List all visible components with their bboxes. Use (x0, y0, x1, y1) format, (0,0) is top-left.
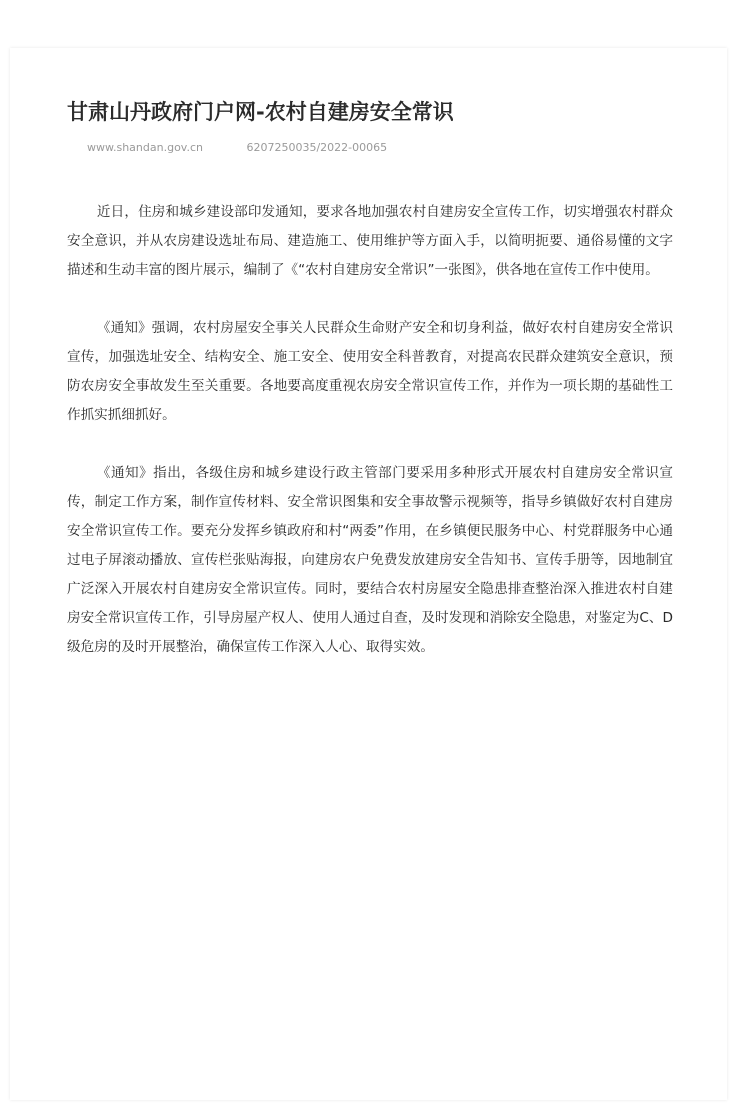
document-page (10, 48, 727, 1100)
paragraph-1: 近日，住房和城乡建设部印发通知，要求各地加强农村自建房安全宣传工作，切实增强农村群众安全意识，并从农房建设选址布局、建造施工、使用维护等方面入手，以简明扼要、通俗易懂的文字描述和生动丰富的图片展示，编制了《“农村自建房安全常识”一张图》，供各地在宣传工作中使用。 (67, 204, 673, 278)
article-title: 甘肃山丹政府门户网-农村自建房安全常识 (67, 100, 454, 124)
article-body (67, 198, 673, 691)
document-id: 6207250035/2022-00065 (246, 141, 388, 154)
paragraph-2: 《通知》强调，农村房屋安全事关人民群众生命财产安全和切身利益，做好农村自建房安全常识宣传，加强选址安全、结构安全、施工安全、使用安全科普教育，对提高农民群众建筑安全意识，预防农房安全事故发生至关重要。各地要高度重视农房安全常识宣传工作，并作为一项长期的基础性工作抓实抓细抓好。 (67, 320, 673, 423)
paragraph-3: 《通知》指出，各级住房和城乡建设行政主管部门要采用多种形式开展农村自建房安全常识宣传，制定工作方案，制作宣传材料、安全常识图集和安全事故警示视频等，指导乡镇做好农村自建房安全常识宣传工作。要充分发挥乡镇政府和村“两委”作用，在乡镇便民服务中心、村党群服务中心通过电子屏滚动播放、宣传栏张贴海报，向建房农户免费发放建房安全告知书、宣传手册等，因地制宜广泛深入开展农村自建房安全常识宣传。同时，要结合农村房屋安全隐患排查整治深入推进农村自建房安全常识宣传工作，引导房屋产权人、使用人通过自查，及时发现和消除安全隐患，对鉴定为C、D级危房的及时开展整治，确保宣传工作深入人心、取得实效。 (67, 465, 673, 655)
source-site: www.shandan.gov.cn (87, 141, 203, 154)
article-meta (87, 141, 387, 154)
